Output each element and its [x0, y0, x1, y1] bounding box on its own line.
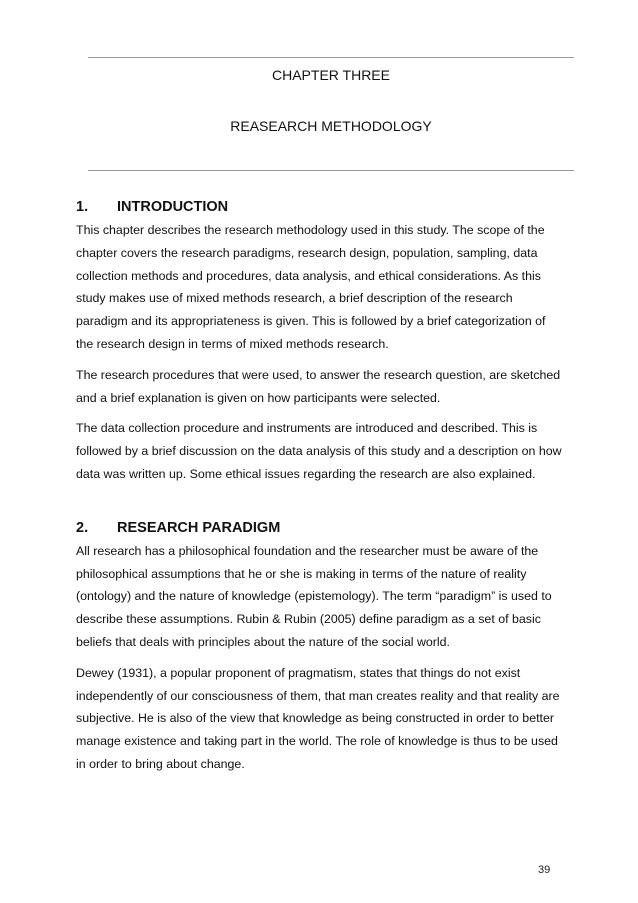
page-number: 39: [538, 864, 551, 876]
paragraph: The research procedures that were used, to answer the research question, are sketched and a brief explanation is given on how participants were selected.: [76, 367, 561, 405]
paragraph: The data collection procedure and instruments are introduced and described. This is followed by a brief discussion on the data analysis of this study and a description on how data was written up. Some ethical issues regarding the research are also explained.: [76, 421, 562, 481]
section-title: INTRODUCTION: [117, 199, 229, 215]
paragraph: Dewey (1931), a popular proponent of pragmatism, states that things do not exist independently of our consciousness of them, that man creates reality and that reality are subjective. He is also of the view that knowledge as being constructed in order to better manage existence and taking part in the world. The role of knowledge is thus to be used in order to bring about change.: [76, 665, 560, 771]
section-introduction: [76, 197, 566, 486]
section-heading: [76, 518, 566, 538]
header-bottom-rule: [88, 170, 574, 171]
paragraph: This chapter describes the research methodology used in this study. The scope of the chapter covers the research paradigms, research design, population, sampling, data collection methods and procedures, data analysis, and ethical considerations. As this study makes use of mixed methods research, a brief description of the research paradigm and its appropriateness is given. This is followed by a brief categorization of the research design in terms of mixed methods research.: [76, 223, 546, 351]
document-body: [76, 197, 566, 784]
section-title: RESEARCH PARADIGM: [117, 519, 281, 536]
section-heading: [76, 197, 566, 217]
section-number: 2.: [76, 519, 89, 536]
header-top-rule: [88, 57, 574, 58]
paragraph: All research has a philosophical foundation and the researcher must be aware of the philosophical assumptions that he or she is making in terms of the nature of reality (ontology) and the nature of knowledge (epistemology). The term “paradigm” is used to describe these assumptions. Rubin & Rubin (2005) define paradigm as a set of basic beliefs that deals with principles about the nature of the social world.: [76, 543, 552, 649]
chapter-number: CHAPTER THREE: [272, 67, 390, 83]
section-research-paradigm: [76, 518, 566, 776]
section-number: 1.: [76, 199, 89, 215]
chapter-title: REASEARCH METHODOLOGY: [230, 118, 432, 134]
